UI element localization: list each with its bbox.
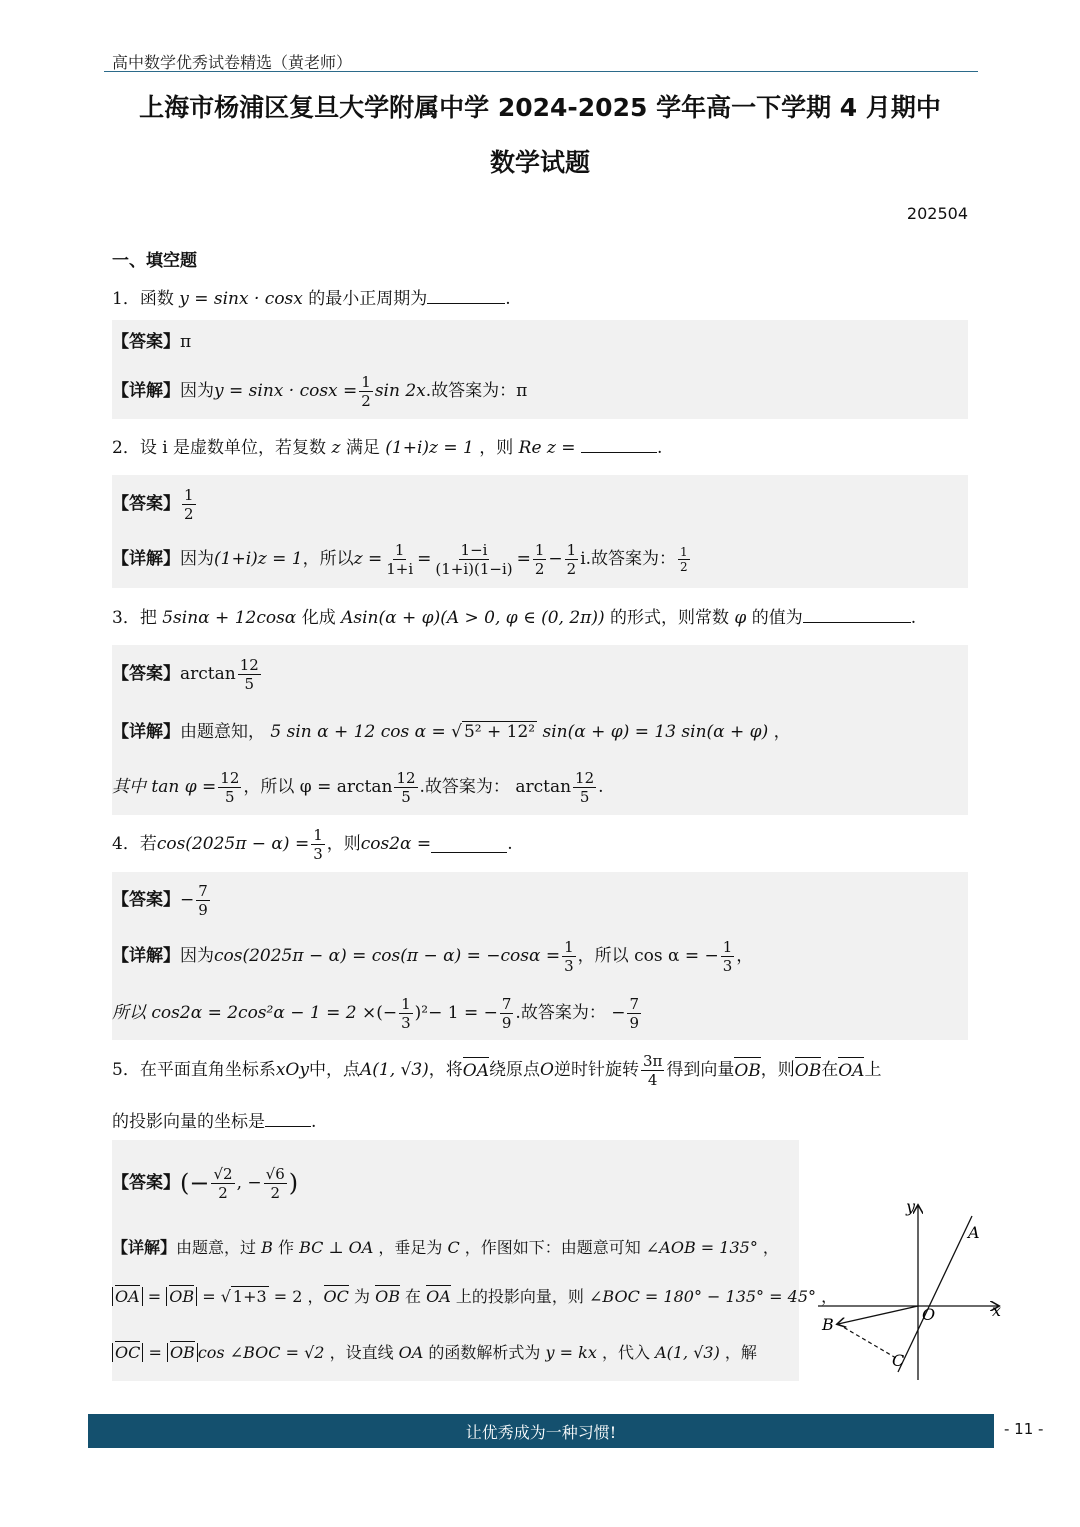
- q1-stem: 1．函数 y = sinx · cosx 的最小正周期为 .: [112, 289, 511, 309]
- header-rule: [104, 71, 978, 72]
- q5-detail-line3: OC = OB cos ∠BOC = √2 ，设直线 OA 的函数解析式为 y = kx ，代入 A(1, √3) ，解: [112, 1341, 757, 1365]
- q4-detail-line2: 所以 cos2α = 2cos²α − 1 = 2 × (− $\frac{1}{3}$ )² − 1 = − $\frac{7}{9}$ .故答案为： − $\frac{7}{9}$: [112, 994, 640, 1032]
- main-title: 上海市杨浦区复旦大学附属中学 2024-2025 学年高一下学期 4 月期中: [139, 93, 941, 122]
- label-x: x: [992, 1301, 1002, 1320]
- q2-stem: 2．设 i 是虚数单位，若复数 z 满足 (1+i)z = 1 ，则 Re z = .: [112, 438, 663, 458]
- label-a: A: [968, 1223, 980, 1242]
- coordinate-figure: [812, 1196, 1012, 1386]
- q5-stem-line1: 5．在平面直角坐标系 xOy 中，点 A(1, √3) ，将 OA 绕原点 O 逆时针旋转 $\frac{3\pi}{4}$ 得到向量 OB ，则 OB 在 OA 上: [112, 1051, 882, 1089]
- q2-answer: 【答案】 $\frac{1}{2}$: [112, 485, 194, 523]
- q4-stem: 4．若 cos(2025π − α) = $\frac{1}{3}$ ，则 cos2α = .: [112, 825, 513, 863]
- q4-detail-line1: 【详解】 因为 cos(2025π − α) = cos(π − α) = −cosα = $\frac{1}{3}$ ，所以 cos α = − $\frac{1}{3}$ ，: [112, 937, 754, 975]
- vector-ob: [838, 1306, 918, 1324]
- subject-title: 数学试题: [489, 148, 590, 177]
- q1-detail: 【详解】 因为 y = sinx · cosx = $\frac{1}{2}$ sin 2x .故答案为： π: [112, 372, 528, 410]
- q2-detail: 【详解】 因为 (1+i)z = 1 ，所以 z = $\frac{1}{1+i}$ = $\frac{1-i}{(1+i)(1-i)}$ = $\frac{1}{2}$ − $\frac{1}{2}$ i .故答案为： $\frac{1}{2}$: [112, 540, 688, 578]
- q5-detail-line1: 【详解】由题意，过 B 作 BC ⊥ OA ，垂足为 C ，作图如下：由题意可知 ∠AOB = 135° ，: [112, 1238, 779, 1257]
- page-number: - 11 -: [1004, 1420, 1044, 1438]
- footer-slogan-bar: [88, 1414, 994, 1448]
- q1-answer: 【答案】π: [112, 332, 192, 352]
- label-y: y: [906, 1197, 916, 1216]
- q3-stem: 3．把 5sinα + 12cosα 化成 Asin(α + φ)(A > 0, φ ∈ (0, 2π)) 的形式，则常数 φ 的值为 .: [112, 608, 917, 628]
- footer-slogan: 让优秀成为一种习惯!: [465, 1422, 617, 1442]
- label-c: C: [892, 1351, 905, 1370]
- q3-detail-line2: 其中 tan φ = $\frac{12}{5}$ ，所以 φ = arctan $\frac{12}{5}$ .故答案为： arctan $\frac{12}{5}$ .: [112, 768, 604, 806]
- perpendicular-bc: [838, 1324, 896, 1358]
- label-o: O: [922, 1305, 936, 1324]
- label-b: B: [822, 1315, 834, 1334]
- q5-detail-line2: OA = OB = √ 1+3 = 2 ，OC 为 OB 在 OA 上的投影向量，则 ∠BOC = 180° − 135° = 45° ，: [112, 1285, 837, 1309]
- q3-answer: 【答案】 arctan $\frac{12}{5}$: [112, 655, 259, 693]
- header-title: 高中数学优秀试卷精选（黄老师）: [112, 53, 353, 72]
- q5-stem-line2: 的投影向量的坐标是 .: [112, 1112, 317, 1132]
- line-oa: [898, 1216, 972, 1372]
- q5-answer: 【答案】 (− $\frac{√2}{2}$ , − $\frac{√6}{2}$ ): [112, 1164, 299, 1202]
- date-code: 202504: [906, 204, 968, 223]
- q3-detail-line1: 【详解】由题意知， 5 sin α + 12 cos α = √ 5² + 12² sin(α + φ) = 13 sin(α + φ) ，: [112, 722, 791, 742]
- section-heading: 一、填空题: [112, 251, 197, 271]
- q4-answer: 【答案】 − $\frac{7}{9}$: [112, 881, 208, 919]
